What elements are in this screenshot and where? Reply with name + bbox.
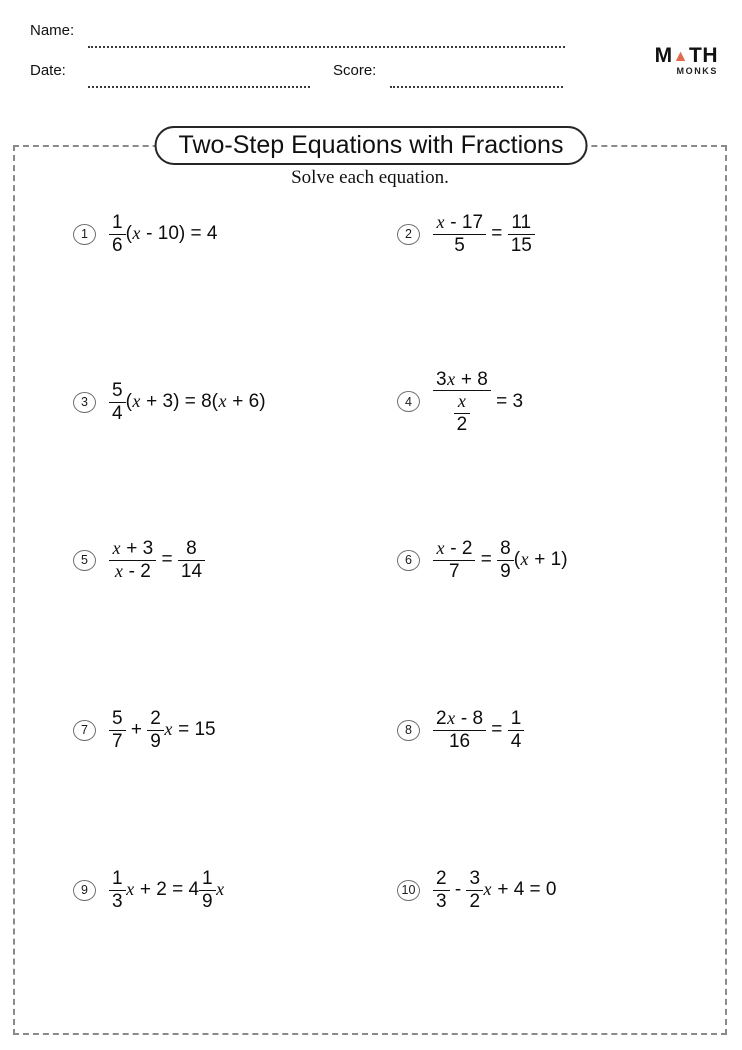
problem (397, 708, 725, 752)
equation-text: + (125, 719, 148, 740)
problem-row-2 (15, 365, 725, 439)
fraction-numerator: 1 (109, 868, 126, 890)
fraction-numerator: 5 (109, 708, 126, 730)
fraction-denominator: 2 (469, 890, 481, 912)
problem (397, 369, 725, 435)
fraction (109, 868, 126, 912)
equation (109, 212, 217, 256)
fraction-numerator: 1 (508, 708, 525, 730)
problem-number-badge: 8 (397, 720, 420, 741)
equation-text: (x - 10) = 4 (125, 223, 218, 244)
fraction-denominator: 6 (112, 234, 123, 256)
score-label: Score: (333, 62, 377, 79)
fraction-numerator: 8 (178, 538, 205, 560)
fraction-numerator: x + 3 (109, 538, 156, 560)
fraction-denominator (433, 391, 491, 435)
problem-number-badge: 1 (73, 224, 96, 245)
score-fill-line (390, 85, 563, 88)
logo-letter-m: M (654, 44, 673, 67)
equation (109, 708, 216, 752)
fraction-numerator: 2 (147, 708, 164, 730)
fraction (109, 380, 126, 424)
fraction (147, 708, 164, 752)
problem (73, 380, 397, 424)
equation (433, 369, 523, 435)
logo-subtext: MONKS (676, 66, 718, 76)
fraction-denominator: 9 (500, 560, 511, 582)
equation-text: x = 15 (164, 719, 216, 740)
fraction-denominator: 2 (456, 413, 468, 435)
worksheet-title: Two-Step Equations with Fractions (155, 126, 588, 165)
equation-text: = 3 (490, 390, 524, 412)
fraction-numerator: 1 (199, 868, 216, 890)
fraction-numerator: x (454, 391, 471, 413)
fraction-numerator: 2x - 8 (433, 708, 486, 730)
fraction-denominator: 3 (112, 890, 123, 912)
fraction-denominator: 7 (112, 730, 123, 752)
fraction (508, 212, 535, 256)
problem (73, 212, 397, 256)
fraction-denominator: 16 (448, 730, 471, 752)
fraction (199, 868, 216, 912)
problem (73, 868, 397, 912)
fraction-denominator: 7 (448, 560, 460, 582)
equation (433, 708, 524, 752)
fraction-numerator: x - 2 (433, 538, 475, 560)
equation-text: = (486, 719, 508, 740)
equation (109, 538, 205, 582)
fraction-numerator: 11 (508, 212, 535, 234)
equation-text: x (216, 879, 225, 899)
fraction (178, 538, 205, 582)
equation-text: = (156, 549, 178, 570)
fraction-denominator: 3 (436, 890, 447, 912)
problem-row-1 (15, 203, 725, 265)
equation (433, 212, 535, 256)
fraction-numerator: x - 17 (433, 212, 486, 234)
fraction-denominator: 9 (150, 730, 161, 752)
fraction (508, 708, 525, 752)
problem-number-badge: 2 (397, 224, 420, 245)
problem-number-badge: 9 (73, 880, 96, 901)
logo-triangle-icon: ▲ (672, 48, 689, 65)
equation (433, 868, 557, 912)
fraction-numerator: 3x + 8 (433, 369, 491, 391)
date-label: Date: (30, 62, 66, 79)
math-monks-logo (646, 45, 718, 76)
equation-text: x + 2 = 4 (126, 879, 200, 900)
fraction (454, 391, 471, 435)
fraction (433, 212, 486, 256)
fraction-numerator: 5 (109, 380, 126, 402)
fraction-denominator: x - 2 (114, 560, 151, 582)
fraction (466, 868, 483, 912)
worksheet-instruction: Solve each equation. (291, 167, 449, 188)
equation-text: x + 4 = 0 (483, 879, 557, 900)
problem-number-badge: 3 (73, 392, 96, 413)
problem (397, 212, 725, 256)
problem (73, 538, 397, 582)
fraction (109, 212, 126, 256)
fraction (433, 708, 486, 752)
fraction-denominator: 4 (510, 730, 522, 752)
problem-number-badge: 10 (397, 880, 420, 901)
equation (109, 380, 266, 424)
fraction (109, 538, 156, 582)
problem-number-badge: 5 (73, 550, 96, 571)
equation-text: - (449, 879, 467, 900)
fraction (433, 369, 491, 435)
name-label: Name: (30, 22, 75, 39)
fraction-denominator: 5 (454, 234, 465, 256)
date-fill-line (88, 85, 310, 88)
fraction (109, 708, 126, 752)
problem-number-badge: 7 (73, 720, 96, 741)
fraction-numerator: 8 (497, 538, 514, 560)
fraction (433, 868, 450, 912)
logo-letters-th: TH (689, 44, 718, 67)
problem (73, 708, 397, 752)
problem-number-badge: 6 (397, 550, 420, 571)
problem-row-3 (15, 528, 725, 592)
problem (397, 538, 725, 582)
fraction-numerator: 1 (109, 212, 126, 234)
fraction-denominator: 9 (202, 890, 213, 912)
problem (397, 868, 725, 912)
fraction-denominator: 14 (180, 560, 203, 582)
worksheet-border-box (13, 145, 727, 1035)
logo-wordmark (646, 45, 718, 66)
fraction-denominator: 15 (510, 234, 532, 256)
problem-number-badge: 4 (397, 391, 420, 412)
equation-text: (x + 3) = 8(x + 6) (125, 391, 266, 412)
fraction-numerator: 3 (466, 868, 483, 890)
fraction (433, 538, 475, 582)
problem-row-5 (15, 858, 725, 922)
equation (109, 868, 225, 912)
equation-text: = (486, 223, 508, 244)
fraction (497, 538, 514, 582)
equation-text: (x + 1) (513, 549, 568, 570)
name-fill-line (88, 45, 565, 48)
problem-row-4 (15, 698, 725, 762)
equation (433, 538, 568, 582)
fraction-denominator: 4 (112, 402, 123, 424)
equation-text: = (475, 549, 498, 570)
fraction-numerator: 2 (433, 868, 450, 890)
